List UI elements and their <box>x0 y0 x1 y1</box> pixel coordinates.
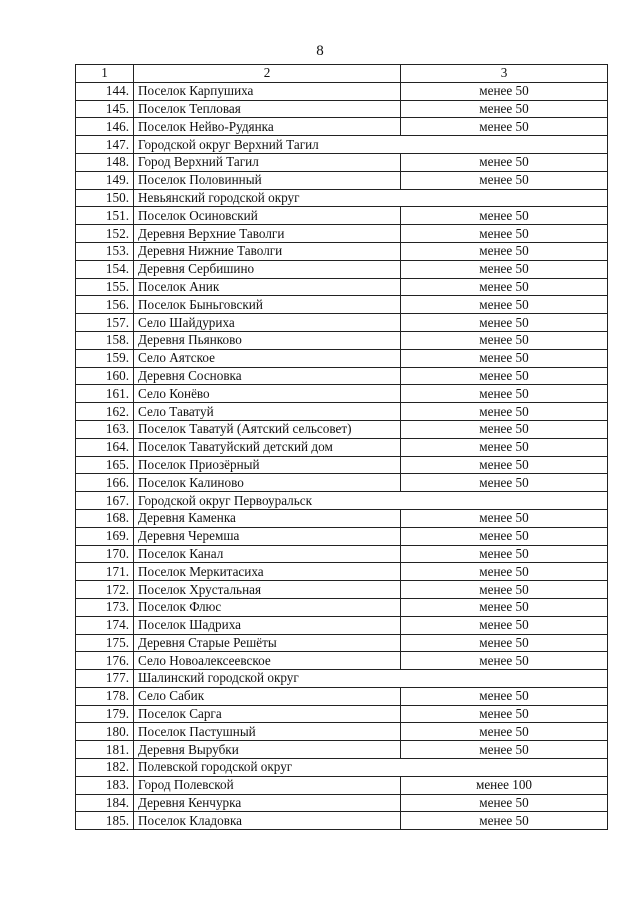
settlement-name: Поселок Флюс <box>134 598 401 616</box>
settlement-name: Поселок Канал <box>134 545 401 563</box>
settlement-name: Деревня Кенчурка <box>134 794 401 812</box>
settlement-name: Поселок Осиновский <box>134 207 401 225</box>
table-row <box>76 456 608 474</box>
settlement-name: Село Аятское <box>134 349 401 367</box>
table-row <box>76 581 608 599</box>
population-value: менее 100 <box>401 776 608 794</box>
table-row <box>76 474 608 492</box>
row-number: 165. <box>76 456 134 474</box>
row-number: 164. <box>76 438 134 456</box>
header-cell: 2 <box>134 65 401 83</box>
population-value: менее 50 <box>401 225 608 243</box>
settlement-name: Поселок Таватуйский детский дом <box>134 438 401 456</box>
table-row <box>76 812 608 830</box>
settlement-name: Поселок Тепловая <box>134 100 401 118</box>
population-value: менее 50 <box>401 723 608 741</box>
table-row <box>76 563 608 581</box>
population-value: менее 50 <box>401 634 608 652</box>
row-number: 156. <box>76 296 134 314</box>
settlement-name: Деревня Пьянково <box>134 331 401 349</box>
row-number: 172. <box>76 581 134 599</box>
population-value: менее 50 <box>401 563 608 581</box>
settlement-name: Деревня Сербишино <box>134 260 401 278</box>
population-value: менее 50 <box>401 153 608 171</box>
row-number: 169. <box>76 527 134 545</box>
population-value: менее 50 <box>401 741 608 759</box>
row-number: 160. <box>76 367 134 385</box>
header-cell: 3 <box>401 65 608 83</box>
population-value: менее 50 <box>401 652 608 670</box>
population-value: менее 50 <box>401 420 608 438</box>
table-row <box>76 82 608 100</box>
population-value: менее 50 <box>401 296 608 314</box>
settlement-name: Поселок Калиново <box>134 474 401 492</box>
table-row <box>76 687 608 705</box>
settlement-name: Поселок Пастушный <box>134 723 401 741</box>
settlement-name: Село Новоалексеевское <box>134 652 401 670</box>
row-number: 147. <box>76 136 134 154</box>
section-row <box>76 189 608 207</box>
population-value: менее 50 <box>401 171 608 189</box>
table-row <box>76 616 608 634</box>
settlement-name: Деревня Вырубки <box>134 741 401 759</box>
table-row <box>76 118 608 136</box>
population-value: менее 50 <box>401 82 608 100</box>
settlement-name: Деревня Нижние Таволги <box>134 242 401 260</box>
row-number: 152. <box>76 225 134 243</box>
section-row <box>76 670 608 688</box>
table-row <box>76 741 608 759</box>
row-number: 149. <box>76 171 134 189</box>
table-row <box>76 420 608 438</box>
page-number: 8 <box>316 43 324 59</box>
table-row <box>76 598 608 616</box>
table-row <box>76 242 608 260</box>
row-number: 182. <box>76 759 134 777</box>
row-number: 173. <box>76 598 134 616</box>
table-row <box>76 349 608 367</box>
row-number: 175. <box>76 634 134 652</box>
row-number: 155. <box>76 278 134 296</box>
table-row <box>76 296 608 314</box>
table-row <box>76 385 608 403</box>
settlement-name: Поселок Половинный <box>134 171 401 189</box>
row-number: 167. <box>76 492 134 510</box>
population-value: менее 50 <box>401 456 608 474</box>
population-value: менее 50 <box>401 581 608 599</box>
population-value: менее 50 <box>401 314 608 332</box>
settlement-name: Деревня Сосновка <box>134 367 401 385</box>
settlement-name: Поселок Таватуй (Аятский сельсовет) <box>134 420 401 438</box>
row-number: 157. <box>76 314 134 332</box>
row-number: 145. <box>76 100 134 118</box>
population-value: менее 50 <box>401 545 608 563</box>
table-row <box>76 776 608 794</box>
population-value: менее 50 <box>401 438 608 456</box>
population-value: менее 50 <box>401 118 608 136</box>
population-value: менее 50 <box>401 705 608 723</box>
settlement-name: Поселок Кладовка <box>134 812 401 830</box>
table-row <box>76 723 608 741</box>
section-title: Шалинский городской округ <box>134 670 608 688</box>
table-row <box>76 545 608 563</box>
section-row <box>76 759 608 777</box>
population-value: менее 50 <box>401 509 608 527</box>
row-number: 176. <box>76 652 134 670</box>
population-value: менее 50 <box>401 278 608 296</box>
settlement-name: Село Шайдуриха <box>134 314 401 332</box>
table-row <box>76 260 608 278</box>
table-row <box>76 207 608 225</box>
section-title: Невьянский городской округ <box>134 189 608 207</box>
row-number: 170. <box>76 545 134 563</box>
settlement-name: Деревня Старые Решёты <box>134 634 401 652</box>
table-row <box>76 367 608 385</box>
settlement-name: Поселок Шадриха <box>134 616 401 634</box>
row-number: 180. <box>76 723 134 741</box>
settlement-name: Поселок Приозёрный <box>134 456 401 474</box>
population-value: менее 50 <box>401 100 608 118</box>
section-row <box>76 492 608 510</box>
row-number: 146. <box>76 118 134 136</box>
table-body <box>76 65 608 830</box>
settlement-name: Город Верхний Тагил <box>134 153 401 171</box>
table-row <box>76 100 608 118</box>
settlement-name: Деревня Черемша <box>134 527 401 545</box>
table-row <box>76 794 608 812</box>
section-row <box>76 136 608 154</box>
table-header-row <box>76 65 608 83</box>
row-number: 159. <box>76 349 134 367</box>
row-number: 171. <box>76 563 134 581</box>
row-number: 184. <box>76 794 134 812</box>
population-value: менее 50 <box>401 616 608 634</box>
table-row <box>76 314 608 332</box>
table-row <box>76 153 608 171</box>
population-value: менее 50 <box>401 527 608 545</box>
section-title: Городской округ Первоуральск <box>134 492 608 510</box>
table-row <box>76 171 608 189</box>
row-number: 181. <box>76 741 134 759</box>
row-number: 177. <box>76 670 134 688</box>
table-row <box>76 278 608 296</box>
header-cell: 1 <box>76 65 134 83</box>
row-number: 158. <box>76 331 134 349</box>
row-number: 148. <box>76 153 134 171</box>
section-title: Городской округ Верхний Тагил <box>134 136 608 154</box>
settlement-name: Поселок Быньговский <box>134 296 401 314</box>
settlement-name: Поселок Меркитасиха <box>134 563 401 581</box>
row-number: 161. <box>76 385 134 403</box>
population-value: менее 50 <box>401 687 608 705</box>
table-row <box>76 403 608 421</box>
table-row <box>76 438 608 456</box>
settlement-name: Деревня Каменка <box>134 509 401 527</box>
population-value: менее 50 <box>401 349 608 367</box>
population-value: менее 50 <box>401 474 608 492</box>
table-row <box>76 225 608 243</box>
population-value: менее 50 <box>401 242 608 260</box>
table-row <box>76 527 608 545</box>
row-number: 168. <box>76 509 134 527</box>
population-value: менее 50 <box>401 367 608 385</box>
population-value: менее 50 <box>401 207 608 225</box>
population-value: менее 50 <box>401 403 608 421</box>
row-number: 185. <box>76 812 134 830</box>
population-value: менее 50 <box>401 260 608 278</box>
row-number: 174. <box>76 616 134 634</box>
population-value: менее 50 <box>401 385 608 403</box>
row-number: 163. <box>76 420 134 438</box>
row-number: 179. <box>76 705 134 723</box>
population-value: менее 50 <box>401 812 608 830</box>
table-row <box>76 331 608 349</box>
settlement-name: Село Конёво <box>134 385 401 403</box>
row-number: 183. <box>76 776 134 794</box>
settlement-name: Поселок Аник <box>134 278 401 296</box>
population-value: менее 50 <box>401 598 608 616</box>
row-number: 153. <box>76 242 134 260</box>
population-value: менее 50 <box>401 331 608 349</box>
settlement-name: Деревня Верхние Таволги <box>134 225 401 243</box>
row-number: 178. <box>76 687 134 705</box>
section-title: Полевской городской округ <box>134 759 608 777</box>
table-row <box>76 652 608 670</box>
row-number: 151. <box>76 207 134 225</box>
table-row <box>76 634 608 652</box>
settlement-name: Село Таватуй <box>134 403 401 421</box>
row-number: 166. <box>76 474 134 492</box>
table-row <box>76 705 608 723</box>
row-number: 162. <box>76 403 134 421</box>
row-number: 144. <box>76 82 134 100</box>
row-number: 150. <box>76 189 134 207</box>
settlement-name: Село Сабик <box>134 687 401 705</box>
settlement-name: Поселок Карпушиха <box>134 82 401 100</box>
table-row <box>76 509 608 527</box>
settlement-name: Поселок Нейво-Рудянка <box>134 118 401 136</box>
row-number: 154. <box>76 260 134 278</box>
settlement-name: Город Полевской <box>134 776 401 794</box>
settlement-name: Поселок Хрустальная <box>134 581 401 599</box>
settlements-table <box>75 64 608 830</box>
population-value: менее 50 <box>401 794 608 812</box>
settlement-name: Поселок Сарга <box>134 705 401 723</box>
